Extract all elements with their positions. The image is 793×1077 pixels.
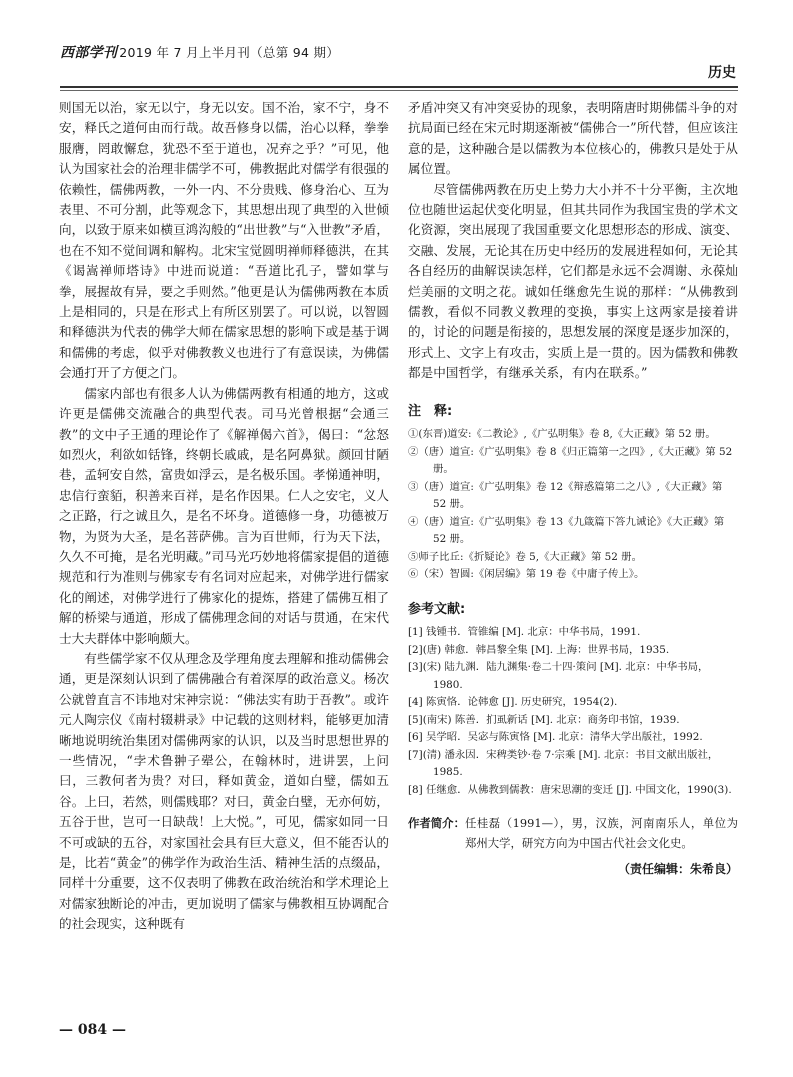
body-paragraph: 矛盾冲突又有冲突妥协的现象，表明隋唐时期佛儒斗争的对抗局面已经在宋元时期逐渐被“儒佛合一”所代替，但应该注意的是，这种融合是以儒教为本位核心的，佛教只是处于从属位置。 bbox=[408, 100, 738, 177]
right-column bbox=[408, 98, 738, 879]
journal-issue: 2019 年 7 月上半月刊（总第 94 期） bbox=[119, 45, 340, 60]
body-paragraph: 尽管儒佛两教在历史上势力大小并不十分平衡，主次地位也随世运起伏变化明显，但其共同作为我国宝贵的学术文化资源，突出展现了我国重要文化思想形态的形成、演变、交融、发展，无论其在历史中经历的发展进程如何，无论其各自经历的曲解误读怎样，它们都是永远不会凋谢、永葆灿烂美丽的文明之花。诚如任继愈先生说的那样：“从佛教到儒教，看似不同教义教理的变换，事实上这两家是接着讲的，讨论的问题是衔接的，思想发展的深度是逐步加深的，形式上、文字上有攻击，实质上是一贯的。因为儒教和佛教都是中国哲学，有继承关系，有内在联系。” bbox=[408, 181, 738, 381]
page-header bbox=[60, 32, 738, 86]
author-text: 任桂磊（1991—），男，汉族，河南南乐人，单位为郑州大学，研究方向为中国古代社会文化史。 bbox=[464, 816, 738, 850]
note-item: ⑥（宋）智圆:《闲居编》第 19 卷《中庸子传上》。 bbox=[408, 568, 645, 581]
reference-item: [8] 任继愈．从佛教到儒教：唐宋思潮的变迁 [J]. 中国文化，1990(3). bbox=[408, 783, 732, 796]
header-rule-thin bbox=[60, 90, 738, 91]
note-item: ⑤师子比丘:《折疑论》卷 5,《大正藏》第 52 册。 bbox=[408, 550, 642, 563]
responsible-editor: （责任编辑：朱希良） bbox=[617, 862, 738, 876]
note-item: ②（唐）道宣:《广弘明集》卷 8《归正篇第一之四》,《大正藏》第 52 册。 bbox=[408, 445, 733, 476]
references-heading: 参考文献: bbox=[408, 601, 466, 617]
reference-item: [5](南宋) 陈善．扪虱新话 [M]. 北京：商务印书馆，1939. bbox=[408, 713, 680, 726]
journal-info bbox=[60, 42, 339, 62]
left-column bbox=[59, 98, 389, 935]
body-paragraph: 有些儒学家不仅从理念及学理角度去理解和推动儒佛会通，更是深刻认识到了儒佛融合有着深厚的政治意义。杨次公就曾直言不讳地对宋神宗说：“佛法实有助于吾教”。或许元人陶宗仪《南村辍耕录》中记载的这则材料，能够更加清晰地说明统治集团对儒佛两家的认识，以及当时思想世界的一些情况，“孛术鲁翀子翚公，在翰林时，进讲罢，上问曰，三教何者为贵？对曰，释如黄金，道如白璧，儒如五谷。上曰，若然，则儒贱耶？对曰，黄金白璧，无亦何妨，五谷于世，岂可一日缺哉！上大悦。”，可见，儒家如同一日不可或缺的五谷，对家国社会具有巨大意义，但不能否认的是，比若“黄金”的佛学作为政治生活、精神生活的点缀品，同样十分重要，这不仅表明了佛教在政治统治和学术理论上对儒家独断论的冲击，更加说明了儒家与佛教相互协调配合的社会现实，这种既有 bbox=[59, 650, 389, 932]
notes-list bbox=[408, 426, 738, 584]
reference-item: [2](唐) 韩愈．韩昌黎全集 [M]. 上海：世界书局，1935. bbox=[408, 643, 670, 656]
note-item: ③（唐）道宣:《广弘明集》卷 12《辩惑篇第二之八》,《大正藏》第 52 册。 bbox=[408, 480, 723, 511]
reference-item: [6] 吴学昭．吴宓与陈寅恪 [M]. 北京：清华大学出版社，1992. bbox=[408, 731, 703, 743]
header-rule bbox=[60, 86, 738, 88]
author-bio bbox=[408, 813, 738, 853]
body-paragraph: 则国无以治，家无以宁，身无以安。国不治，家不宁，身不安，释氏之道何由而行哉。故吾修身以儒，治心以释，拳拳服膺，罔敢懈怠，犹恐不至于道也，况弃之乎？”可见，他认为国家社会的治理非儒学不可，佛教据此对儒学有很强的依赖性，儒佛两教，一外一内、不分贵贱、修身治心、互为表里、不可分割，此等观念下，其思想出现了典型的入世倾向，以致于原来如横亘鸿沟般的“出世教”与“入世教”矛盾，也在不知不觉间调和解构。北宋宝觉圆明禅师释德洪，在其《谒嵩禅师塔诗》中进而说道：“吾道比孔子，譬如掌与拳，展握故有异，要之手则然。”他更是认为儒佛两教在本质上是相同的，只是在形式上有所区别罢了。可以说，以智圆和释德洪为代表的佛学大师在儒家思想的影响下或是基于调和儒佛的考虑，似乎对佛教教义也进行了有意误读，为佛儒会通打开了方便之门。 bbox=[59, 100, 389, 381]
reference-item: [1] 钱锺书．管锥编 [M]. 北京：中华书局，1991. bbox=[408, 626, 641, 638]
note-item: ④（唐）道宣:《广弘明集》卷 13《九箴篇下答九诫论》《大正藏》第 52 册。 bbox=[408, 515, 725, 546]
page-number: — 084 — bbox=[59, 1022, 126, 1038]
section-tag: 历史 bbox=[708, 65, 736, 81]
author-label: 作者简介： bbox=[408, 816, 465, 830]
reference-item: [7](清) 潘永因．宋稗类钞·卷 7·宗乘 [M]. 北京：书目文献出版社，1985. bbox=[408, 748, 719, 778]
body-paragraph: 儒家内部也有很多人认为佛儒两教有相通的地方，这或许更是儒佛交流融合的典型代表。司马光曾根据“会通三教”的文中子王通的理论作了《解禅偈六首》，偈曰：“忿怒如烈火，利欲如铦锋，终朝长戚戚，是名阿鼻狱。颜回甘陋巷，孟轲安自然，富贵如浮云，是名极乐国。孝悌通神明，忠信行蛮貊，积善来百祥，是名作因果。仁人之安宅，义人之正路，行之诚且久，是名不坏身。道德修一身，功德被万物，为贤为大圣，是名菩萨佛。言为百世师，行为天下法，久久不可掩，是名光明藏。”司马光巧妙地将儒家提倡的道德规范和行为准则与佛家专有名词对应起来，对佛学进行儒家化的阐述，对佛学进行了佛家化的提炼，搭建了儒佛互相了解的桥梁与通道，形成了儒佛理念间的对话与贯通，在宋代士大夫群体中影响颇大。 bbox=[59, 385, 389, 646]
journal-brand: 西部学刊 bbox=[60, 45, 118, 61]
reference-item: [4] 陈寅恪．论韩愈 [J]. 历史研究，1954(2). bbox=[408, 696, 618, 708]
notes-heading: 注 释: bbox=[408, 403, 453, 419]
reference-item: [3](宋) 陆九渊．陆九渊集·卷二十四·策问 [M]. 北京：中华书局，1980. bbox=[408, 661, 709, 691]
references-list bbox=[408, 624, 738, 799]
note-item: ①(东晋)道安:《二教论》,《广弘明集》卷 8,《大正藏》第 52 册。 bbox=[408, 428, 716, 441]
